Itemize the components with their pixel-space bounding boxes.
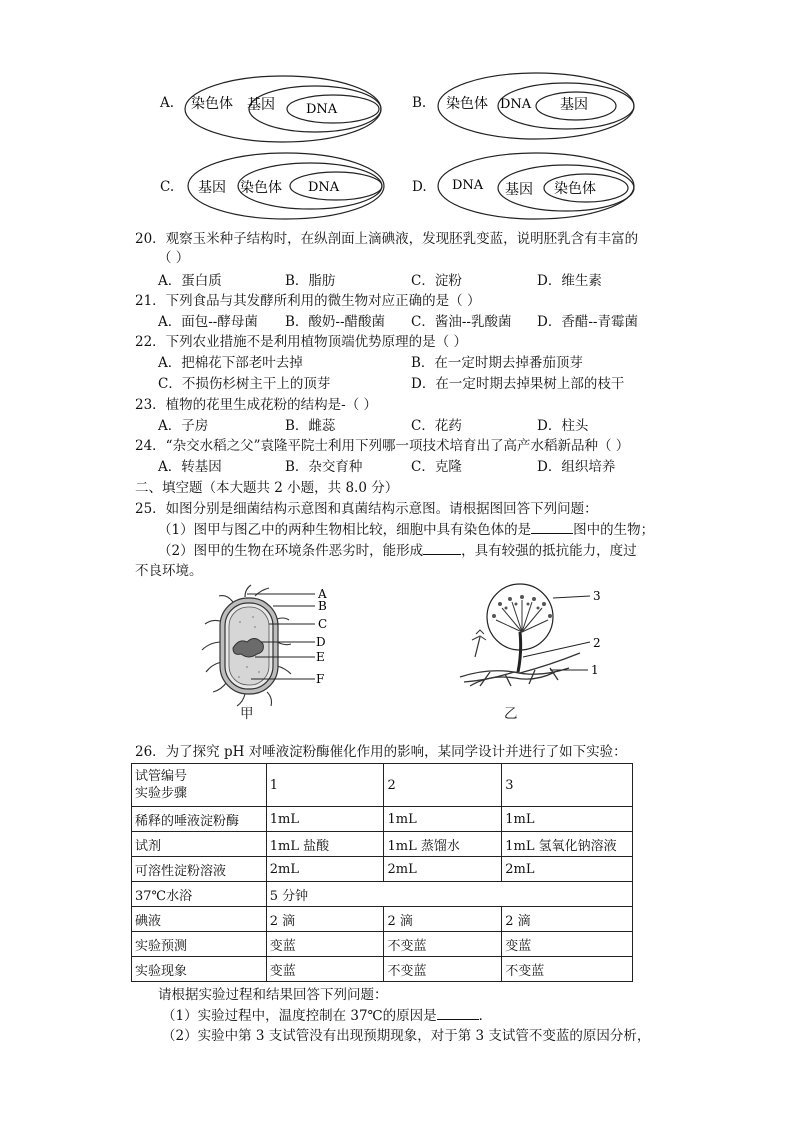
q19-option-b-letter: B. (412, 95, 427, 111)
table-header-corner (132, 764, 267, 807)
table-cell: 不变蓝 (384, 932, 502, 957)
experiment-table (131, 763, 633, 982)
table-cell: 1mL (266, 807, 384, 832)
table-cell: 变蓝 (266, 932, 384, 957)
table-cell-merged: 5 分钟 (266, 882, 632, 907)
q19-d-label-outer: DNA (452, 178, 484, 193)
table-cell: 2mL (266, 857, 384, 882)
q24-option-b: B．杂交育种 (285, 459, 363, 475)
q26-part2: （2）实验中第 3 支试管没有出现预期现象，对于第 3 支试管不变蓝的原因分析， (162, 1028, 651, 1044)
q19-c-label-outer: 基因 (198, 180, 226, 196)
row-label: 可溶性淀粉溶液 (132, 857, 267, 882)
q22-stem: 22．下列农业措施不是利用植物顶端优势原理的是（ ） (135, 334, 467, 350)
q24-stem: 24．“杂交水稻之父”袁隆平院士利用下列哪一项技术培育出了高产水稻新品种（ ） (135, 438, 630, 454)
table-col-3: 3 (502, 764, 633, 807)
q19-c-label-inner: DNA (308, 180, 340, 195)
q19-c-label-mid: 染色体 (240, 180, 282, 196)
q19-a-label-outer: 染色体 (191, 96, 233, 112)
bacterium-label-d: D (316, 635, 326, 649)
header-line2: 实验步骤 (135, 786, 188, 801)
q20-option-b: B．脂肪 (285, 273, 336, 289)
table-cell: 变蓝 (266, 957, 384, 982)
q25-part2 (158, 541, 637, 560)
table-row (132, 832, 633, 857)
q21-stem: 21．下列食品与其发酵所利用的微生物对应正确的是（ ） (135, 293, 481, 309)
table-col-1: 1 (266, 764, 384, 807)
table-row (132, 882, 633, 907)
table-cell: 1mL 氢氧化钠溶液 (502, 832, 633, 857)
table-cell: 1mL (384, 807, 502, 832)
table-cell: 1mL (502, 807, 633, 832)
q26-part1 (162, 1006, 492, 1025)
table-row (132, 957, 633, 982)
q19-b-label-mid: DNA (500, 97, 532, 112)
q21-option-d: D．香醋--青霉菌 (537, 314, 638, 330)
q26-part1-text-a: （1）实验过程中，温度控制在 37℃的原因是 (162, 1008, 437, 1024)
q23-option-a: A．子房 (158, 418, 209, 434)
table-row (132, 907, 633, 932)
table-cell: 变蓝 (502, 932, 633, 957)
bacterium-figure (195, 582, 345, 712)
q25-part2-blank[interactable] (423, 541, 461, 555)
q19-d-label-inner: 染色体 (554, 181, 596, 197)
bacterium-label-b: B (318, 599, 327, 613)
header-line1: 试管编号 (135, 769, 188, 784)
bacterium-caption: 甲 (240, 706, 254, 722)
q19-option-d-letter: D. (412, 179, 427, 195)
q25-part1-text-b: 图中的生物； (573, 522, 655, 538)
table-cell: 2 滴 (384, 907, 502, 932)
table-row (132, 857, 633, 882)
q26-after-table: 请根据实验过程和结果回答下列问题： (158, 987, 388, 1003)
q22-option-c: C．不损伤杉树主干上的顶芽 (158, 376, 331, 392)
table-cell: 1mL 盐酸 (266, 832, 384, 857)
q25-part1-blank[interactable] (531, 520, 573, 534)
q25-part1 (158, 520, 654, 539)
bacterium-label-c: C (318, 617, 328, 631)
q19-b-label-inner: 基因 (560, 97, 588, 113)
row-label: 试剂 (132, 832, 267, 857)
q22-option-a: A．把棉花下部老叶去掉 (158, 355, 303, 371)
q25-part2-text-b: ，具有较强的抵抗能力，度过 (461, 543, 637, 559)
q23-option-d: D．柱头 (537, 418, 589, 434)
q24-option-d: D．组织培养 (537, 459, 616, 475)
q25-part2-text-a: （2）图甲的生物在环境条件恶劣时，能形成 (158, 543, 424, 559)
q19-option-c-diagram (186, 151, 386, 221)
row-label: 碘液 (132, 907, 267, 932)
q26-part1-blank[interactable] (437, 1006, 479, 1020)
section-2-title: 二、填空题（本大题共 2 小题，共 8.0 分） (135, 480, 399, 496)
table-cell: 2 滴 (266, 907, 384, 932)
q20-option-c: C．淀粉 (411, 273, 462, 289)
table-row (132, 932, 633, 957)
table-cell: 1mL 蒸馏水 (384, 832, 502, 857)
q23-stem: 23．植物的花里生成花粉的结构是-（ ） (135, 397, 378, 413)
q25-stem: 25．如图分别是细菌结构示意图和真菌结构示意图。请根据图回答下列问题： (135, 501, 598, 517)
table-cell: 2mL (384, 857, 502, 882)
row-label: 实验预测 (132, 932, 267, 957)
row-label: 稀释的唾液淀粉酶 (132, 807, 267, 832)
table-cell: 不变蓝 (502, 957, 633, 982)
row-label: 37℃水浴 (132, 882, 267, 907)
q24-option-a: A．转基因 (158, 459, 222, 475)
q22-option-d: D．在一定时期去掉果树上部的枝干 (411, 376, 625, 392)
q19-option-a-letter: A. (160, 95, 175, 111)
fungus-label-2: 2 (593, 636, 601, 650)
q23-option-b: B．雌蕊 (285, 418, 336, 434)
q21-option-c: C．酱油--乳酸菌 (411, 314, 512, 330)
q19-option-a-diagram (183, 74, 383, 144)
fungus-label-1: 1 (591, 663, 599, 677)
bacterium-label-f: F (316, 672, 325, 686)
q23-option-c: C．花药 (411, 418, 462, 434)
q19-option-c-letter: C. (160, 179, 175, 195)
fungus-figure (450, 582, 610, 692)
table-cell: 不变蓝 (384, 957, 502, 982)
q20-paren: （ ） (158, 250, 190, 266)
q19-a-label-inner: DNA (306, 102, 338, 117)
table-header-row (132, 764, 633, 807)
q25-part1-text-a: （1）图甲与图乙中的两种生物相比较，细胞中具有染色体的是 (158, 522, 532, 538)
row-label: 实验现象 (132, 957, 267, 982)
fungus-caption: 乙 (504, 706, 518, 722)
q20-stem: 20．观察玉米种子结构时，在纵剖面上滴碘液，发现胚乳变蓝，说明胚乳含有丰富的 (135, 231, 639, 247)
table-cell: 2mL (502, 857, 633, 882)
q19-option-d-diagram (436, 151, 636, 221)
q25-part2-cont: 不良环境。 (135, 563, 203, 579)
q26-part1-text-b: ． (478, 1008, 493, 1024)
q22-option-b: B．在一定时期去掉番茄顶芽 (411, 355, 583, 371)
table-cell: 2 滴 (502, 907, 633, 932)
q19-option-b-diagram (436, 71, 636, 141)
q19-a-label-mid: 基因 (247, 97, 275, 113)
bacterium-label-e: E (316, 650, 325, 664)
fungus-label-3: 3 (593, 589, 601, 603)
q24-option-c: C．克隆 (411, 459, 462, 475)
q21-option-b: B．酸奶--醋酸菌 (285, 314, 386, 330)
q20-option-a: A．蛋白质 (158, 273, 222, 289)
q20-option-d: D．维生素 (537, 273, 602, 289)
q19-b-label-outer: 染色体 (446, 96, 488, 112)
q19-d-label-mid: 基因 (505, 182, 533, 198)
q21-option-a: A．面包--酵母菌 (158, 314, 258, 330)
table-row (132, 807, 633, 832)
table-col-2: 2 (384, 764, 502, 807)
q26-stem: 26．为了探究 pH 对唾液淀粉酶催化作用的影响，某同学设计并进行了如下实验： (135, 744, 627, 760)
bacterium-label-a: A (318, 587, 327, 601)
